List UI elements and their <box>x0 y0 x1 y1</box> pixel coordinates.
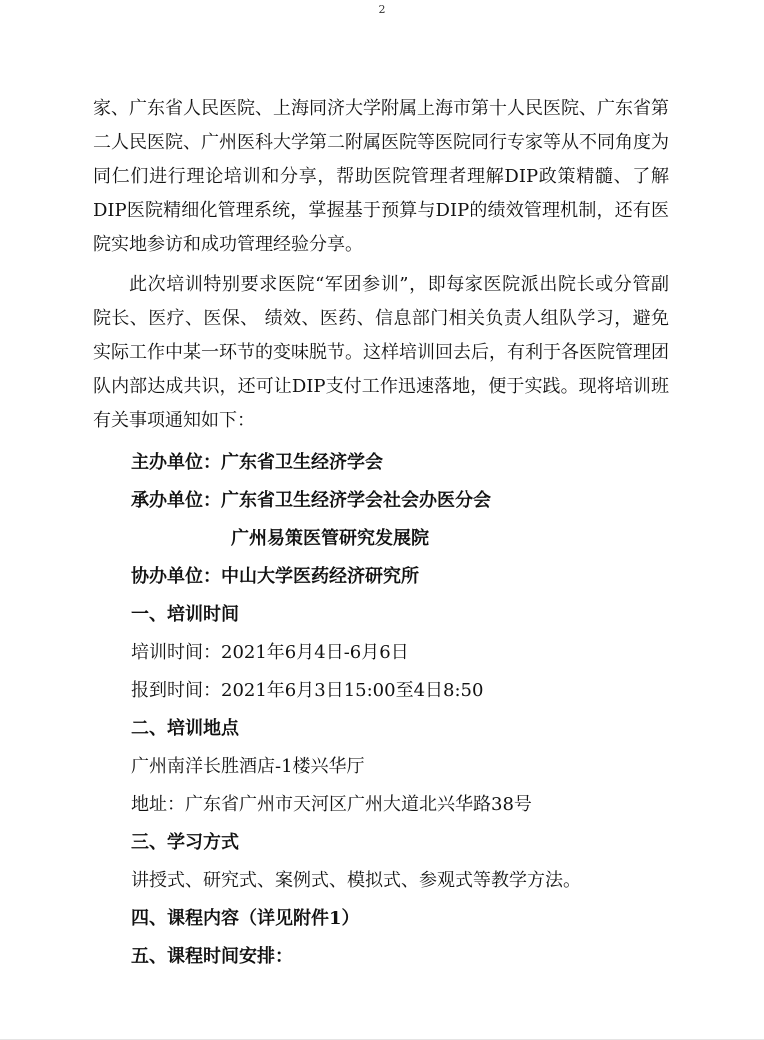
training-time: 培训时间：2021年6月4日-6月6日 <box>131 642 409 663</box>
undertaking-organizer-second: 广州易策医管研究发展院 <box>231 528 429 549</box>
training-time-heading: 一、培训时间 <box>131 604 239 625</box>
page-number: 2 <box>378 3 386 16</box>
training-address: 地址：广东省广州市天河区广州大道北兴华路38号 <box>131 794 532 815</box>
intro-paragraph: 家、广东省人民医院、上海同济大学附属上海市第十人民医院、广东省第二人民医院、广州医科大学第二附属医院等医院同行专家等从不同角度为同仁们进行理论培训和分享，帮助医院管理者理解DIP政策精髓、了解DIP医院精细化管理系统，掌握基于预算与DIP的绩效管理机制，还有医院实地参访和成功管理经验分享。 <box>93 98 669 255</box>
training-venue: 广州南洋长胜酒店-1楼兴华厅 <box>131 756 365 777</box>
course-content-heading: 四、课程内容（详见附件1） <box>131 908 360 929</box>
host-organizer: 主办单位：广东省卫生经济学会 <box>131 452 383 473</box>
training-requirement-paragraph: 此次培训特别要求医院“军团参训”，即每家医院派出院长或分管副院长、医疗、医保、 绩效、医药、信息部门相关负责人组队学习，避免实际工作中某一环节的变味脱节。这样培训回去后，有利于各医院管理团队内部达成共识，还可让DIP支付工作迅速落地，便于实践。现将培训班有关事项通知如下： <box>93 274 669 431</box>
learning-method-heading: 三、学习方式 <box>131 832 239 853</box>
training-location-heading: 二、培训地点 <box>131 718 239 739</box>
course-schedule-heading: 五、课程时间安排： <box>131 946 293 967</box>
learning-methods: 讲授式、研究式、案例式、模拟式、参观式等教学方法。 <box>131 870 581 891</box>
co-organizer: 协办单位：中山大学医药经济研究所 <box>131 566 419 587</box>
undertaking-organizer: 承办单位：广东省卫生经济学会社会办医分会 <box>131 490 491 511</box>
document-body <box>93 92 669 976</box>
checkin-time: 报到时间：2021年6月3日15:00至4日8:50 <box>131 680 484 701</box>
